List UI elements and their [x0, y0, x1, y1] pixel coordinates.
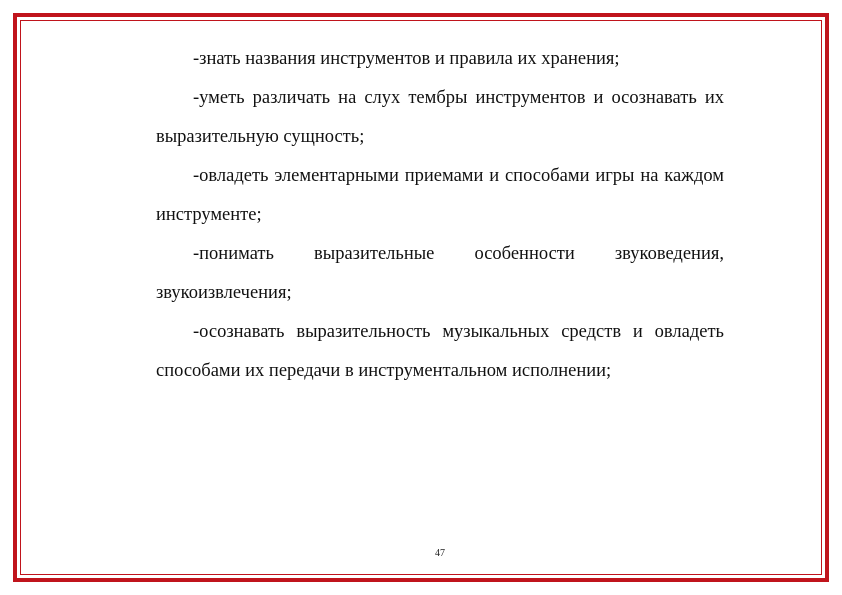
page-number: 47: [435, 548, 445, 559]
list-item: -осознавать выразительность музыкальных средств и овладеть способами их передачи в инструментальном исполнении;: [156, 322, 724, 381]
document-body: [156, 40, 724, 391]
list-item: -понимать выразительные особенности звуковедения, звукоизвлечения;: [156, 244, 724, 303]
list-item: -овладеть элементарными приемами и способами игры на каждом инструменте;: [156, 166, 724, 225]
list-item: -уметь различать на слух тембры инструментов и осознавать их выразительную сущность;: [156, 88, 724, 147]
list-item: -знать названия инструментов и правила их хранения;: [193, 49, 620, 69]
